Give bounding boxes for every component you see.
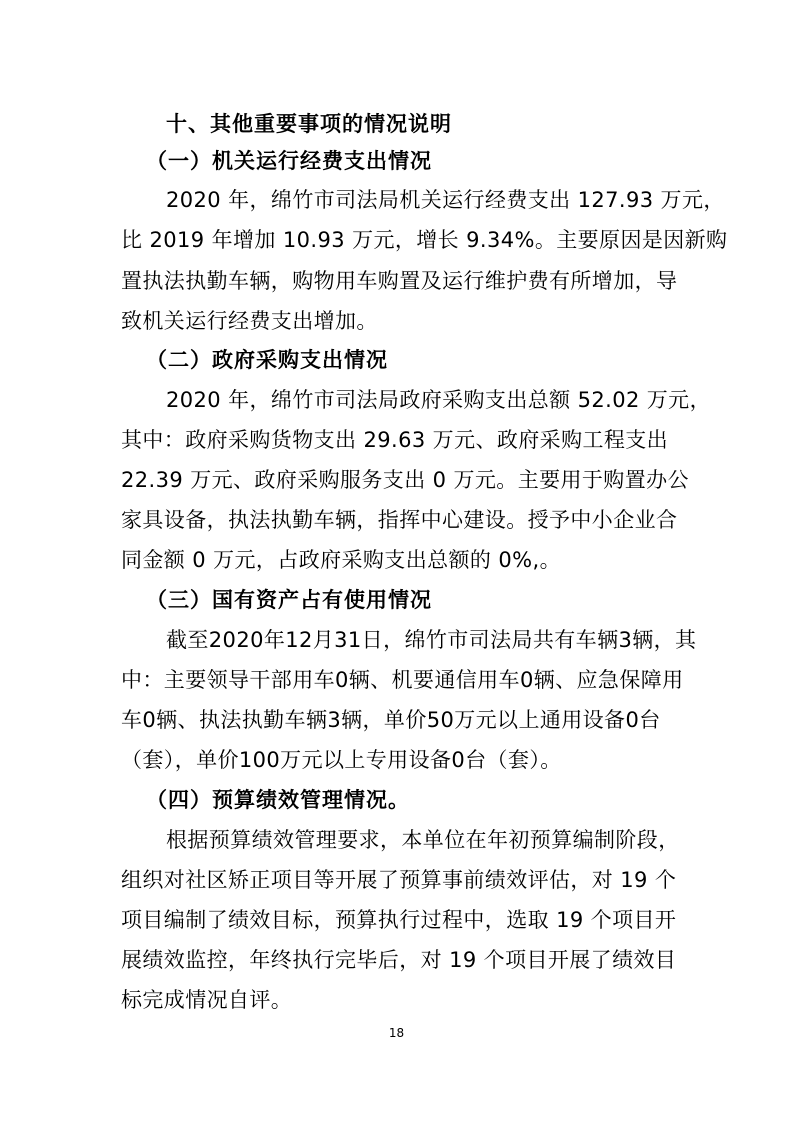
section-3-line-3: 车0辆、执法执勤车辆3辆，单价50万元以上通用设备0台 [121,708,661,732]
section-2-line-5: 同金额 0 万元，占政府采购支出总额的 0%,。 [121,548,561,572]
section-3-line-4: （套），单价100万元以上专用设备0台（套）。 [121,748,562,772]
section-1-line-1: 2020 年，绵竹市司法局机关运行经费支出 127.93 万元， [166,188,725,212]
section-4-line-3: 项目编制了绩效目标，预算执行过程中，选取 19 个项目开 [121,908,677,932]
section-1-line-3: 置执法执勤车辆，购物用车购置及运行维护费有所增加，导 [121,269,678,293]
section-4-line-2: 组织对社区矫正项目等开展了预算事前绩效评估，对 19 个 [121,868,677,892]
section-1-line-2: 比 2019 年增加 10.93 万元，增长 9.34%。主要原因是因新购 [121,228,728,252]
section-2-line-1: 2020 年，绵竹市司法局政府采购支出总额 52.02 万元， [166,388,711,412]
section-4-line-5: 标完成情况自评。 [121,988,293,1012]
section-4-heading: （四）预算绩效管理情况。 [146,788,410,812]
section-2-line-2: 其中：政府采购货物支出 29.63 万元、政府采购工程支出 [121,428,669,452]
section-1-heading: （一）机关运行经费支出情况 [146,149,432,173]
section-2-line-4: 家具设备，执法执勤车辆，指挥中心建设。授予中小企业合 [121,508,678,532]
page-number: 18 [388,1026,405,1040]
section-1-line-4: 致机关运行经费支出增加。 [121,309,378,333]
section-4-line-4: 展绩效监控，年终执行完毕后，对 19 个项目开展了绩效目 [121,948,677,972]
section-3-line-2: 中：主要领导干部用车0辆、机要通信用车0辆、应急保障用 [121,668,684,692]
section-3-heading: （三）国有资产占有使用情况 [146,588,432,612]
section-3-line-1: 截至2020年12月31日，绵竹市司法局共有车辆3辆，其 [166,628,697,652]
section-4-line-1: 根据预算绩效管理要求，本单位在年初预算编制阶段， [166,828,680,852]
section-2-heading: （二）政府采购支出情况 [146,348,388,372]
section-2-line-3: 22.39 万元、政府采购服务支出 0 万元。主要用于购置办公 [121,468,689,492]
main-heading: 十、其他重要事项的情况说明 [166,112,452,136]
